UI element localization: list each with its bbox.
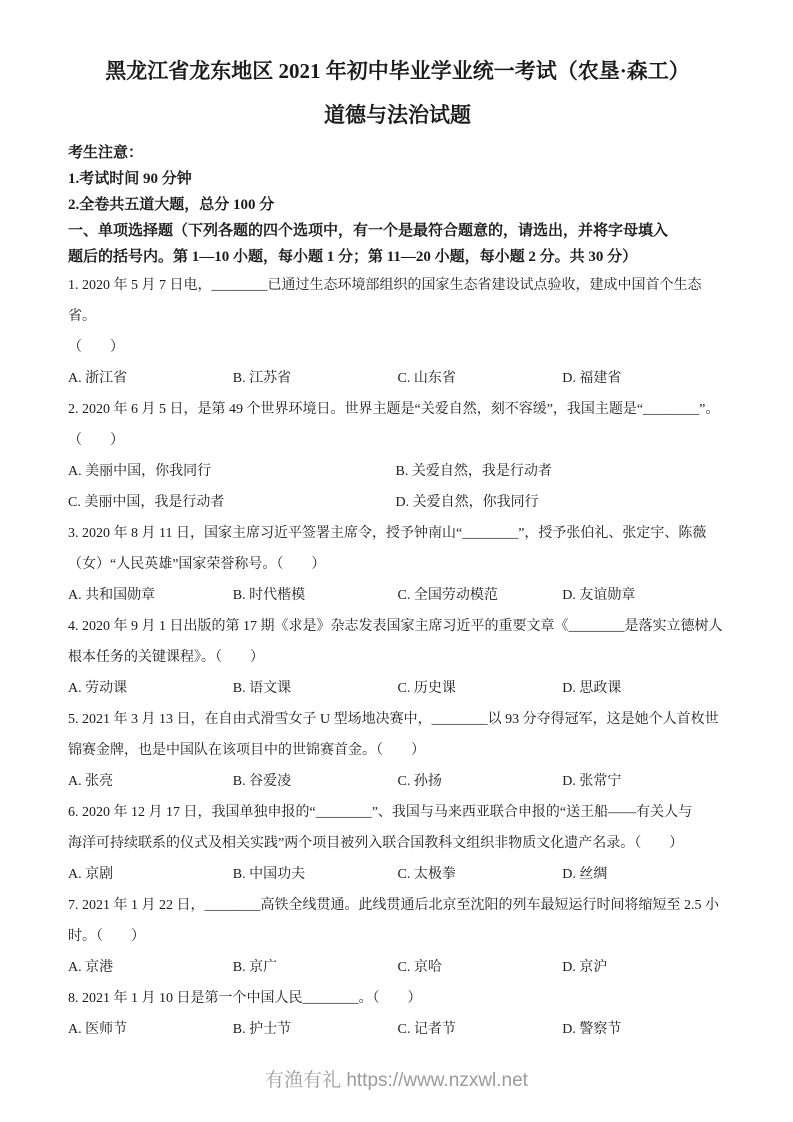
question-6-line-2: 海洋可持续联系的仪式及相关实践”两个项目被列入联合国教科文组织非物质文化遗产名录。（ ）	[68, 836, 684, 851]
question-2-line-2: （ ）	[68, 433, 124, 448]
question-1	[68, 270, 727, 394]
question-1-option-C: C. 山东省	[397, 371, 456, 386]
notice-heading: 考生注意：	[68, 145, 144, 161]
question-8-option-A: A. 医师节	[68, 1022, 128, 1037]
question-7-option-D: D. 京沪	[562, 960, 608, 975]
question-4-option-D: D. 思政课	[562, 681, 622, 696]
question-8-option-B: B. 护士节	[232, 1022, 292, 1037]
question-1-line-2: （ ）	[68, 340, 124, 355]
question-1-option-A: A. 浙江省	[68, 371, 128, 386]
question-8-option-D: D. 警察节	[562, 1022, 622, 1037]
question-4-option-C: C. 历史课	[397, 681, 456, 696]
question-4	[68, 611, 727, 704]
question-2-option-D: D. 关爱自然，你我同行	[395, 495, 539, 510]
question-3	[68, 518, 727, 611]
question-2-option-row-1	[68, 456, 727, 487]
question-4-option-A: A. 劳动课	[68, 681, 128, 696]
question-2-option-row-2	[68, 487, 727, 518]
question-7-line-2: 时。（ ）	[68, 929, 145, 944]
question-2	[68, 394, 727, 518]
question-3-option-row-1	[68, 580, 727, 611]
question-6	[68, 797, 727, 890]
doc-title-line2: 道德与法治试题	[324, 103, 471, 127]
question-8-line-1: 8. 2021 年 1 月 10 日是第一个中国人民________。（ ）	[68, 991, 422, 1006]
question-3-option-D: D. 友谊勋章	[562, 588, 636, 603]
question-6-option-D: D. 丝绸	[562, 867, 608, 882]
doc-title-line1: 黑龙江省龙东地区 2021 年初中毕业学业统一考试（农垦·森工）	[105, 59, 690, 83]
question-2-option-B: B. 关爱自然，我是行动者	[395, 464, 552, 479]
question-1-option-B: B. 江苏省	[232, 371, 292, 386]
question-1-option-D: D. 福建省	[562, 371, 622, 386]
notice-exam-time: 1.考试时间 90 分钟	[68, 171, 192, 187]
question-6-line-1: 6. 2020 年 12 月 17 日，我国单独申报的“________”、我国与马来西亚联合申报的“送王船——有关人与	[68, 805, 693, 820]
question-4-line-1: 4. 2020 年 9 月 1 日出版的第 17 期《求是》杂志发表国家主席习近平的重要文章《________是落实立德树人	[68, 619, 723, 634]
section1-header-line2: 题后的括号内。第 1—10 小题，每小题 1 分；第 11—20 小题，每小题 2 分。共 30 分）	[68, 249, 638, 265]
question-5	[68, 704, 727, 797]
question-3-line-2: （女）“人民英雄”国家荣誉称号。（ ）	[68, 557, 326, 572]
question-1-option-row-1	[68, 363, 727, 394]
question-3-option-C: C. 全国劳动模范	[397, 588, 498, 603]
question-5-option-row-1	[68, 766, 727, 797]
question-4-line-2: 根本任务的关键课程》。（ ）	[68, 650, 264, 665]
questions-container	[68, 270, 727, 1045]
question-5-line-2: 锦赛金牌，也是中国队在该项目中的世锦赛首金。（ ）	[68, 743, 425, 758]
question-3-option-B: B. 时代楷模	[232, 588, 306, 603]
question-5-option-C: C. 孙扬	[397, 774, 442, 789]
question-7-option-A: A. 京港	[68, 960, 114, 975]
question-8	[68, 983, 727, 1045]
section1-header-line1: 一、单项选择题（下列各题的四个选项中，有一个是最符合题意的，请选出，并将字母填入	[68, 223, 669, 239]
question-8-option-C: C. 记者节	[397, 1022, 456, 1037]
question-4-option-row-1	[68, 673, 727, 704]
question-7	[68, 890, 727, 983]
question-5-option-A: A. 张亮	[68, 774, 114, 789]
question-2-option-A: A. 美丽中国，你我同行	[68, 464, 212, 479]
question-7-option-B: B. 京广	[232, 960, 278, 975]
question-7-option-row-1	[68, 952, 727, 983]
question-5-option-D: D. 张常宁	[562, 774, 622, 789]
question-7-option-C: C. 京哈	[397, 960, 442, 975]
question-3-option-A: A. 共和国勋章	[68, 588, 156, 603]
question-2-line-1: 2. 2020 年 6 月 5 日，是第 49 个世界环境日。世界主题是“关爱自然，刻不容缓”，我国主题是“________”。	[68, 402, 720, 417]
question-1-line-1: 1. 2020 年 5 月 7 日电，________已通过生态环境部组织的国家生态省建设试点验收，建成中国首个生态省。	[68, 278, 702, 324]
question-5-option-B: B. 谷爱凌	[232, 774, 292, 789]
question-7-line-1: 7. 2021 年 1 月 22 日，________高铁全线贯通。此线贯通后北京至沈阳的列车最短运行时间将缩短至 2.5 小	[68, 898, 719, 913]
question-6-option-C: C. 太极拳	[397, 867, 456, 882]
question-6-option-A: A. 京剧	[68, 867, 114, 882]
question-3-line-1: 3. 2020 年 8 月 11 日，国家主席习近平签署主席令，授予钟南山“________”，授予张伯礼、张定宇、陈薇	[68, 526, 707, 541]
question-2-option-C: C. 美丽中国，我是行动者	[68, 495, 225, 510]
question-6-option-B: B. 中国功夫	[232, 867, 306, 882]
question-8-option-row-1	[68, 1014, 727, 1045]
question-5-line-1: 5. 2021 年 3 月 13 日，在自由式滑雪女子 U 型场地决赛中，________以 93 分夺得冠军，这是她个人首枚世	[68, 712, 719, 727]
question-4-option-B: B. 语文课	[232, 681, 292, 696]
question-6-option-row-1	[68, 859, 727, 890]
footer-watermark: 有渔有礼 https://www.nzxwl.net	[265, 1070, 528, 1091]
notice-total-score: 2.全卷共五道大题，总分 100 分	[68, 197, 275, 213]
